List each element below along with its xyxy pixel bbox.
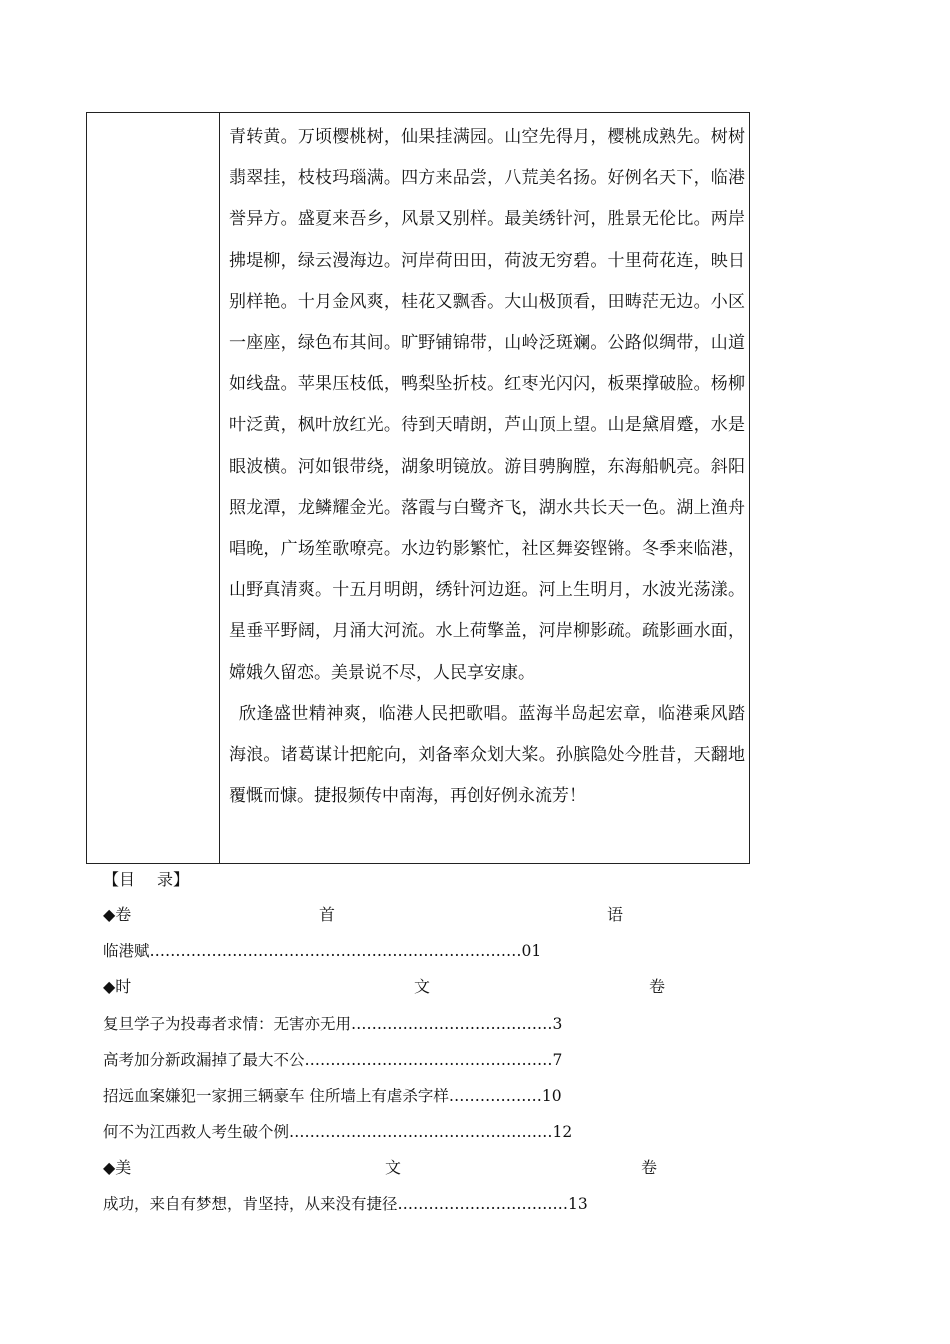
section-end-char: 卷 (649, 977, 666, 996)
section-mid-char: 文 (385, 1158, 402, 1177)
toc-section-shiwen (103, 974, 665, 1000)
section-end-char: 卷 (641, 1158, 658, 1177)
toc-heading-open: 【目 (103, 870, 136, 889)
toc-entry[interactable]: 高考加分新政漏掉了最大不公…………………………………………7 (103, 1051, 563, 1069)
section-marker: ◆时 (103, 977, 132, 996)
toc-entry[interactable]: 成功，来自有梦想，肯坚持，从来没有捷径……………………………13 (103, 1195, 588, 1213)
toc-section-juanshou (103, 902, 625, 928)
section-mid-char: 首 (319, 905, 336, 924)
section-end-char: 语 (607, 905, 624, 924)
toc-heading-close: 录】 (157, 870, 190, 889)
toc-section-meiwen (103, 1155, 665, 1181)
section-mid-char: 文 (414, 977, 431, 996)
toc-entry[interactable]: 招远血案嫌犯一家拥三辆豪车 住所墙上有虐杀字样………………10 (103, 1087, 562, 1105)
section-marker: ◆美 (103, 1158, 132, 1177)
poem-paragraph-2: 欣逢盛世精神爽，临港人民把歌唱。蓝海半岛起宏章，临港乘风踏海浪。诸葛谋计把舵向，刘备率众划大桨。孙膑隐处今胜昔，天翻地覆慨而慷。捷报频传中南海，再创好例永流芳！ (229, 703, 745, 807)
toc-entry[interactable]: 何不为江西救人考生破个例……………………………………………12 (103, 1123, 573, 1141)
toc-entry[interactable]: 临港赋………………………………………………………………01 (103, 942, 542, 960)
poem-paragraph-1: 青转黄。万顷樱桃树，仙果挂满园。山空先得月，樱桃成熟先。树树翡翠挂，枝枝玛瑙满。四方来品尝，八荒美名扬。好例名天下，临港誉异方。盛夏来吾乡，风景又别样。最美绣针河，胜景无伦比。两岸拂堤柳，绿云漫海边。河岸荷田田，荷波无穷碧。十里荷花连，映日别样艳。十月金风爽，桂花又飘香。大山极顶看，田畴茫无边。小区一座座，绿色布其间。旷野铺锦带，山岭泛斑斓。公路似绸带，山道如线盘。苹果压枝低，鸭梨坠折枝。红枣光闪闪，板栗撑破脸。杨柳叶泛黄，枫叶放红光。待到天晴朗，芦山顶上望。山是黛眉蹙，水是眼波横。河如银带绕，湖象明镜放。游目骋胸膛，东海船帆亮。斜阳照龙潭，龙鳞耀金光。落霞与白鹭齐飞，湖水共长天一色。湖上渔舟唱晚，广场笙歌嘹亮。水边钓影繁忙，社区舞姿铿锵。冬季来临港，山野真清爽。十五月明朗，绣针河边逛。河上生明月，水波光荡漾。星垂平野阔，月涌大河流。水上荷擎盖，河岸柳影疏。疏影画水面，嫦娥久留恋。美景说不尽，人民享安康。 (229, 127, 745, 683)
toc-entry[interactable]: 复旦学子为投毒者求情：无害亦无用…………………………………3 (103, 1015, 563, 1033)
poem-table (86, 112, 750, 864)
toc-heading (103, 868, 189, 892)
table-left-cell (87, 113, 220, 863)
poem-text-cell (229, 113, 745, 817)
section-marker: ◆卷 (103, 905, 132, 924)
